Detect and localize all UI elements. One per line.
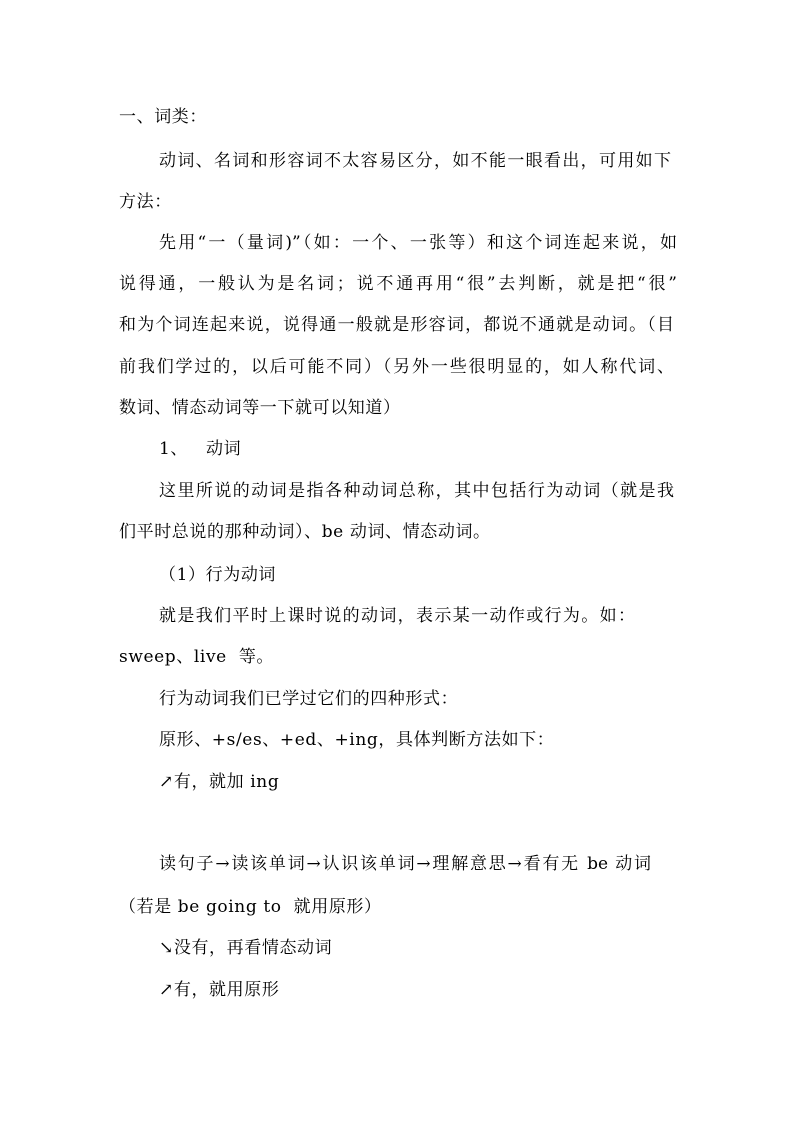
paragraph-line: 就是我们平时上课时说的动词，表示某一动作或行为。如： xyxy=(159,606,635,626)
paragraph-line: 数词、情态动词等一下就可以知道） xyxy=(119,398,401,418)
flow-note-line: （若是 be going to 就用原形） xyxy=(119,897,382,917)
flow-branch-line: ↗有，就用原形 xyxy=(159,980,280,1000)
flow-branch-line: ↗有，就加 ing xyxy=(159,772,280,792)
paragraph-line: 这里所说的动词是指各种动词总称，其中包括行为动词（就是我 xyxy=(159,481,674,501)
paragraph-line: 动词、名词和形容词不太容易区分，如不能一眼看出，可用如下 xyxy=(159,151,671,171)
flow-main-line: 读句子→读该单词→认识该单词→理解意思→看有无 be 动词 xyxy=(159,854,651,874)
paragraph-line: 原形、+s/es、+ed、+ing，具体判断方法如下： xyxy=(159,730,555,750)
subsection-heading: 1、 动词 xyxy=(159,439,242,459)
paragraph-line: 说得通，一般认为是名词；说不通再用“很”去判断，就是把“很” xyxy=(119,274,677,294)
paragraph-line: 先用“一（量词)”（如：一个、一张等）和这个词连起来说，如 xyxy=(159,233,677,253)
paragraph-line: 们平时总说的那种动词）、be 动词、情态动词。 xyxy=(119,522,491,542)
paragraph-line: 和为个词连起来说，说得通一般就是形容词，都说不通就是动词。（目 xyxy=(119,315,674,335)
subsection-heading: （1）行为动词 xyxy=(159,565,277,585)
paragraph-line: 方法： xyxy=(119,192,172,212)
section-heading: 一、词类： xyxy=(119,107,207,127)
paragraph-line: 行为动词我们已学过它们的四种形式： xyxy=(159,689,459,709)
flow-branch-line: ↘没有，再看情态动词 xyxy=(159,938,333,958)
paragraph-line: sweep、live 等。 xyxy=(119,647,275,667)
paragraph-line: 前我们学过的，以后可能不同）（另外一些很明显的，如人称代词、 xyxy=(119,357,674,377)
